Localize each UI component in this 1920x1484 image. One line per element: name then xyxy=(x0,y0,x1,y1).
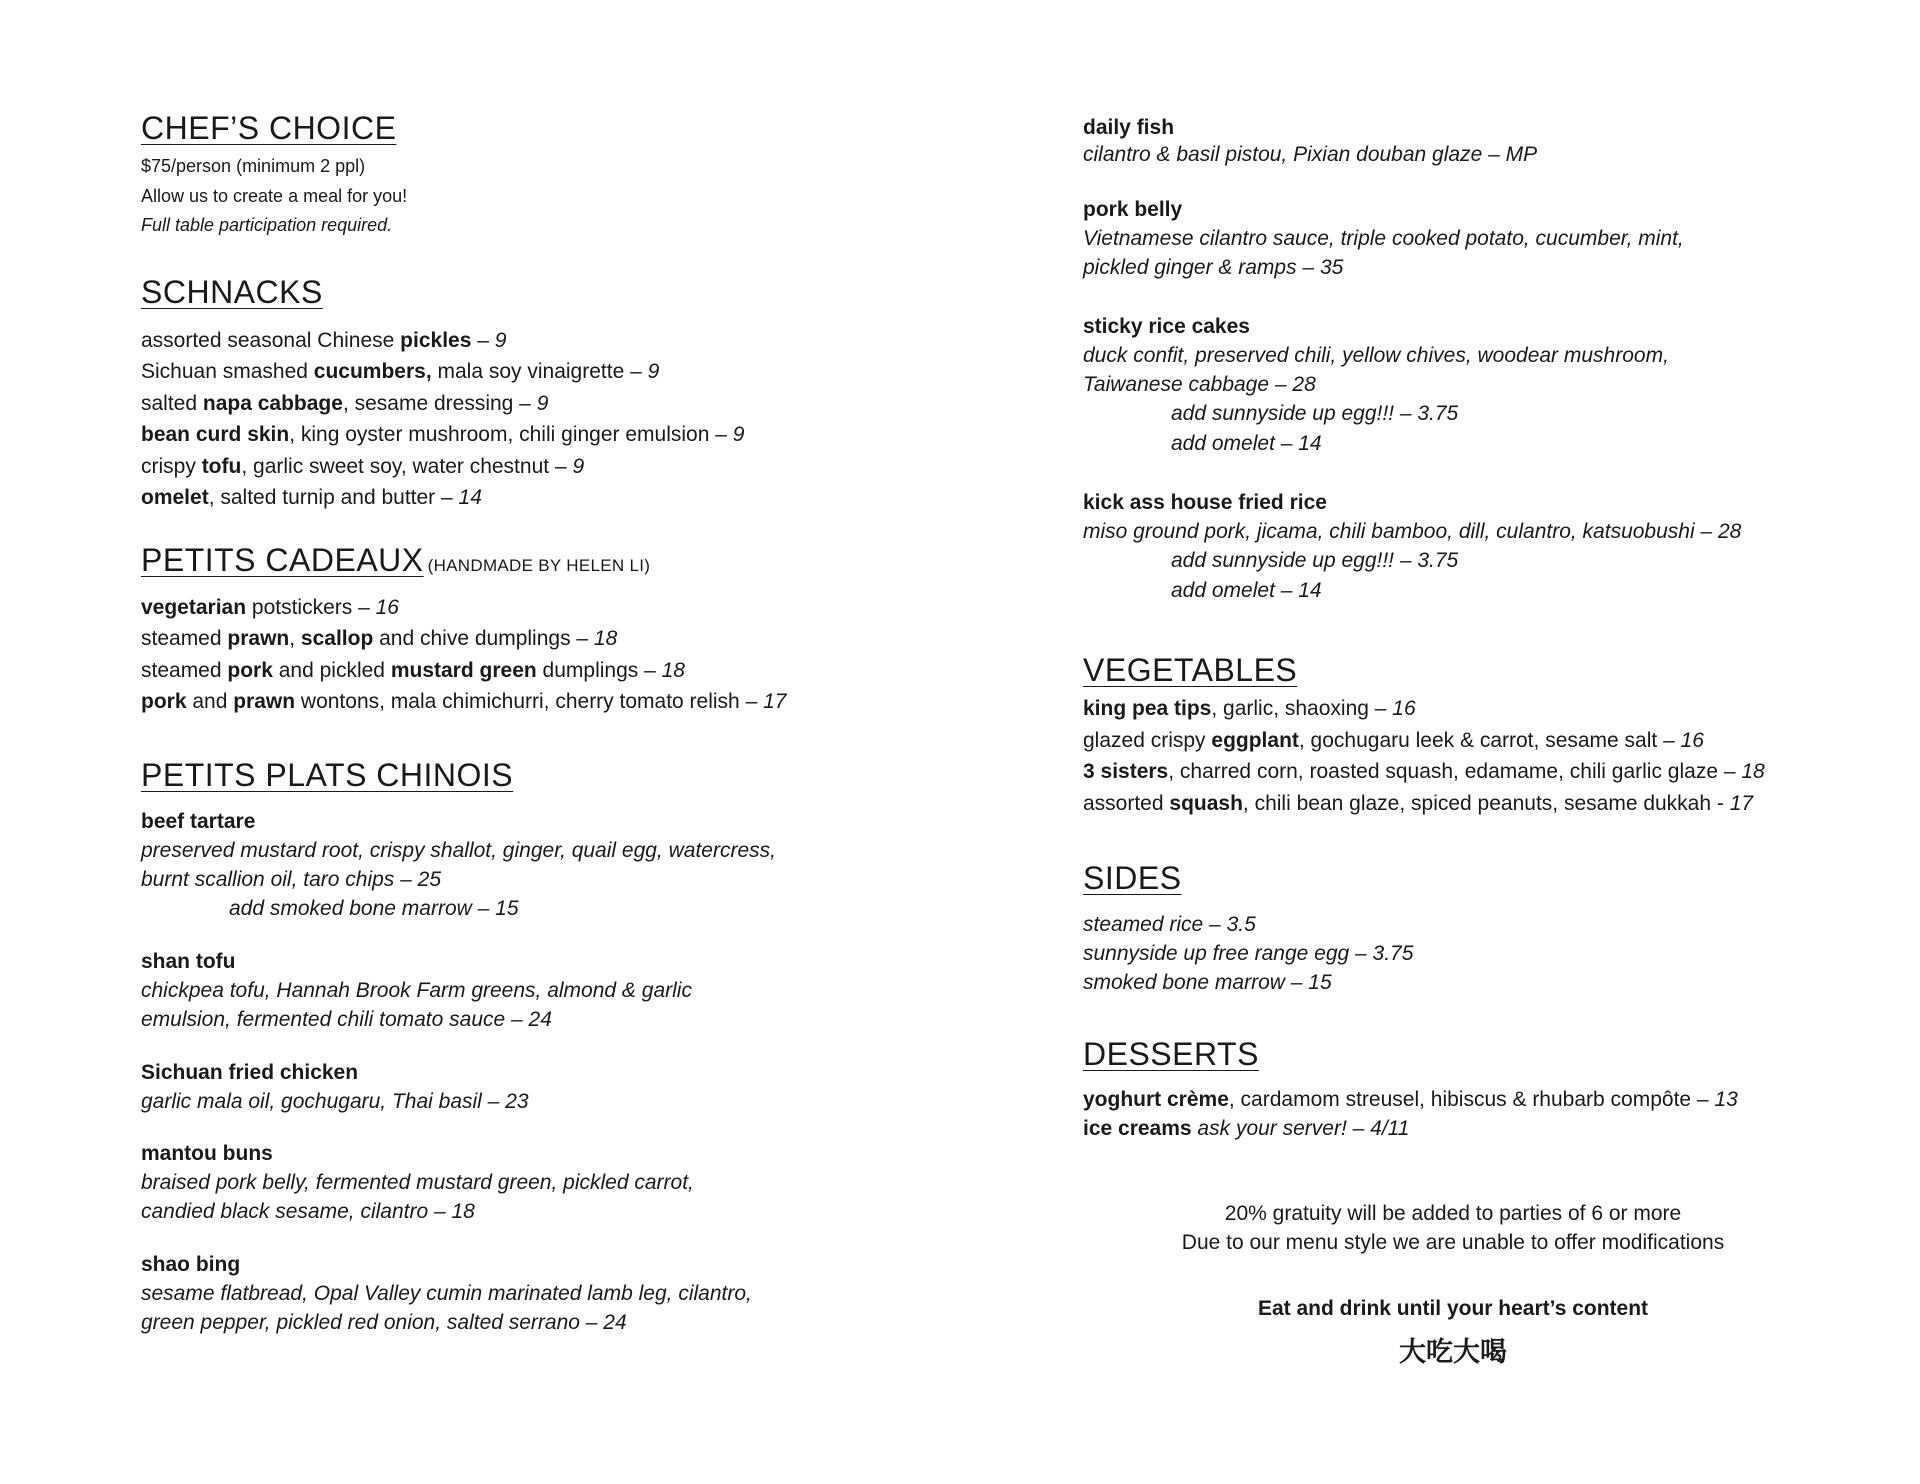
petits-cadeaux-subheading: (HANDMADE BY HELEN LI) xyxy=(427,556,651,575)
vegetables-item: glazed crispy eggplant, gochugaru leek & carrot, sesame salt – 16 xyxy=(1083,729,1704,752)
dish-name: sticky rice cakes xyxy=(1083,315,1250,338)
schnacks-item: omelet, salted turnip and butter – 14 xyxy=(141,486,482,509)
schnacks-item: salted napa cabbage, sesame dressing – 9 xyxy=(141,392,549,415)
dish-description: green pepper, pickled red onion, salted serrano – 24 xyxy=(141,1311,627,1334)
cadeaux-item: steamed pork and pickled mustard green dumplings – 18 xyxy=(141,659,685,682)
dish-addon: add omelet – 14 xyxy=(1171,579,1322,602)
schnacks-heading: SCHNACKS xyxy=(141,274,323,310)
cadeaux-item: steamed prawn, scallop and chive dumplings – 18 xyxy=(141,627,618,650)
dish-description: pickled ginger & ramps – 35 xyxy=(1083,256,1344,279)
sides-item: steamed rice – 3.5 xyxy=(1083,913,1256,936)
dish-description: sesame flatbread, Opal Valley cumin marinated lamb leg, cilantro, xyxy=(141,1282,752,1305)
chefs-choice-line1: Allow us to create a meal for you! xyxy=(141,186,408,206)
sides-item: smoked bone marrow – 15 xyxy=(1083,971,1332,994)
dish-description: garlic mala oil, gochugaru, Thai basil – 23 xyxy=(141,1090,529,1113)
schnacks-item: crispy tofu, garlic sweet soy, water chestnut – 9 xyxy=(141,455,585,478)
dish-name: shao bing xyxy=(141,1253,241,1276)
sides-item: sunnyside up free range egg – 3.75 xyxy=(1083,942,1414,965)
vegetables-item: king pea tips, garlic, shaoxing – 16 xyxy=(1083,697,1416,720)
petits-plats-heading: PETITS PLATS CHINOIS xyxy=(141,757,514,793)
dish-description: candied black sesame, cilantro – 18 xyxy=(141,1200,475,1223)
dish-addon: add omelet – 14 xyxy=(1171,432,1322,455)
schnacks-item: bean curd skin, king oyster mushroom, chili ginger emulsion – 9 xyxy=(141,423,745,446)
dish-addon: add smoked bone marrow – 15 xyxy=(229,897,519,920)
dish-name: daily fish xyxy=(1083,116,1175,139)
chinese-tagline: 大吃大喝 xyxy=(1399,1337,1507,1367)
dish-addon: add sunnyside up egg!!! – 3.75 xyxy=(1171,402,1459,425)
dish-description: braised pork belly, fermented mustard green, pickled carrot, xyxy=(141,1171,694,1194)
gratuity-note: 20% gratuity will be added to parties of 6 or more xyxy=(1224,1202,1682,1225)
dish-name: beef tartare xyxy=(141,810,256,833)
dish-description: duck confit, preserved chili, yellow chives, woodear mushroom, xyxy=(1083,344,1669,367)
dish-description: preserved mustard root, crispy shallot, ginger, quail egg, watercress, xyxy=(141,839,776,862)
dish-description: Vietnamese cilantro sauce, triple cooked potato, cucumber, mint, xyxy=(1083,227,1684,250)
cadeaux-item: vegetarian potstickers – 16 xyxy=(141,596,399,619)
desserts-item: yoghurt crème, cardamom streusel, hibiscus & rhubarb compôte – 13 xyxy=(1083,1088,1738,1111)
dish-name: mantou buns xyxy=(141,1142,273,1165)
dish-name: pork belly xyxy=(1083,198,1183,221)
dish-name: shan tofu xyxy=(141,950,236,973)
sides-heading: SIDES xyxy=(1083,860,1182,896)
dish-description: chickpea tofu, Hannah Brook Farm greens, almond & garlic xyxy=(141,979,692,1002)
schnacks-item: assorted seasonal Chinese pickles – 9 xyxy=(141,329,507,352)
chefs-choice-heading: CHEF’S CHOICE xyxy=(141,110,397,146)
dish-description: emulsion, fermented chili tomato sauce – 24 xyxy=(141,1008,552,1031)
modifications-note: Due to our menu style we are unable to offer modifications xyxy=(1181,1231,1725,1254)
dish-name: kick ass house fried rice xyxy=(1083,491,1327,514)
chefs-choice-price: $75/person (minimum 2 ppl) xyxy=(141,156,366,176)
desserts-heading: DESSERTS xyxy=(1083,1036,1259,1072)
schnacks-item: Sichuan smashed cucumbers, mala soy vinaigrette – 9 xyxy=(141,360,660,383)
dish-name: Sichuan fried chicken xyxy=(141,1061,359,1084)
dish-description: Taiwanese cabbage – 28 xyxy=(1083,373,1316,396)
vegetables-heading: VEGETABLES xyxy=(1083,652,1298,688)
petits-cadeaux-heading: PETITS CADEAUX (HANDMADE BY HELEN LI) xyxy=(141,542,651,578)
dish-description: cilantro & basil pistou, Pixian douban glaze – MP xyxy=(1083,143,1538,166)
desserts-item: ice creams ask your server! – 4/11 xyxy=(1083,1117,1410,1140)
dish-description: burnt scallion oil, taro chips – 25 xyxy=(141,868,441,891)
vegetables-item: 3 sisters, charred corn, roasted squash, edamame, chili garlic glaze – 18 xyxy=(1083,760,1765,783)
chefs-choice-line2: Full table participation required. xyxy=(141,215,393,235)
dish-addon: add sunnyside up egg!!! – 3.75 xyxy=(1171,549,1459,572)
cadeaux-item: pork and prawn wontons, mala chimichurri, cherry tomato relish – 17 xyxy=(141,690,787,713)
tagline: Eat and drink until your heart’s content xyxy=(1257,1297,1649,1320)
vegetables-item: assorted squash, chili bean glaze, spiced peanuts, sesame dukkah - 17 xyxy=(1083,792,1754,815)
dish-description: miso ground pork, jicama, chili bamboo, dill, culantro, katsuobushi – 28 xyxy=(1083,520,1742,543)
